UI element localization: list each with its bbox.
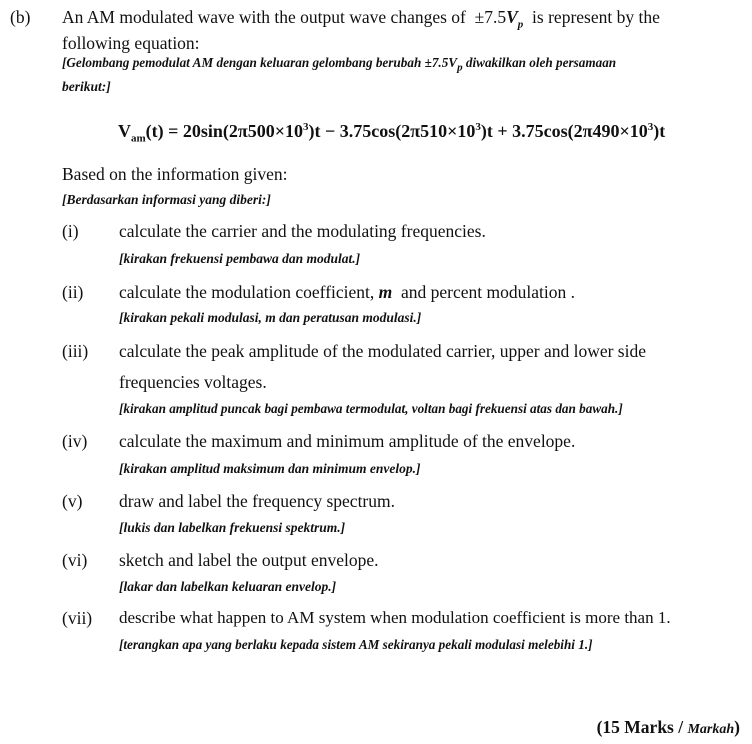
intro-pm-value: ±7.5 (474, 7, 507, 27)
based-on-translation: [Berdasarkan informasi yang diberi:] (62, 192, 271, 207)
intro-translation-line-1 (62, 54, 616, 77)
eq-subscript: am (131, 132, 146, 145)
question-translation-v: [lukis dan labelkan frekuensi spektrum.] (119, 520, 346, 535)
m-symbol: m (378, 282, 393, 302)
intro-line-1-post: is represent by the (532, 7, 660, 27)
question-translation-vii: [terangkan apa yang berlaku kepada sistem AM sekiranya pekali modulasi melebihi 1.] (119, 637, 593, 652)
question-translation-iii: [kirakan amplitud puncak bagi pembawa termodulat, voltan bagi frekuensi atas dan bawah.] (119, 401, 623, 416)
question-text-iii: calculate the peak amplitude of the modulated carrier, upper and lower side (119, 341, 646, 361)
question-text-ii-post: and percent modulation . (401, 282, 575, 302)
intro-v-subscript: p (517, 18, 524, 31)
question-translation-i: [kirakan frekuensi pembawa dan modulat.] (119, 251, 361, 266)
question-text-i: calculate the carrier and the modulating frequencies. (119, 221, 486, 241)
eq-exp-2: 3 (475, 121, 481, 133)
question-translation-vi: [lakar dan labelkan keluaran envelop.] (119, 579, 337, 594)
intro-trans-post: diwakilkan oleh persamaan (465, 55, 617, 70)
question-text-ii-pre: calculate the modulation coefficient, (119, 282, 375, 302)
intro-v-symbol: V (506, 7, 518, 27)
intro-trans-pre: [Gelombang pemodulat AM dengan keluaran gelombang berubah (62, 55, 422, 70)
based-on-text: Based on the information given: (62, 164, 288, 184)
part-label: (b) (10, 7, 31, 27)
marks-label (597, 716, 740, 741)
intro-line-1-pre: An AM modulated wave with the output wave changes of (62, 7, 466, 27)
question-text-v: draw and label the frequency spectrum. (119, 491, 395, 511)
am-equation (118, 121, 665, 145)
eq-v: V (118, 121, 131, 141)
intro-trans-sub: p (457, 61, 463, 74)
question-translation-ii: [kirakan pekali modulasi, m dan peratusan modulasi.] (119, 310, 422, 325)
intro-trans-pm: ±7.5V (424, 55, 458, 70)
question-text-ii (119, 281, 575, 303)
marks-open: (15 Marks / (596, 717, 684, 737)
question-number-vi: (vi) (62, 550, 88, 570)
eq-exp-3: 3 (647, 121, 654, 133)
eq-exp-1: 3 (303, 121, 309, 133)
eq-part-3: )t + 3.75cos(2π490×10 (480, 121, 648, 141)
question-number-v: (v) (62, 491, 83, 511)
question-text-iv: calculate the maximum and minimum amplitude of the envelope. (119, 431, 576, 451)
question-text-vi: sketch and label the output envelope. (119, 550, 379, 570)
eq-part-1: (t) = 20sin(2π500×10 (145, 121, 304, 141)
question-text-iii-line-2: frequencies voltages. (119, 372, 267, 392)
question-number-i: (i) (62, 221, 79, 241)
intro-translation-line-2: berikut:] (62, 79, 111, 94)
question-number-iii: (iii) (62, 341, 89, 361)
intro-line-2: following equation: (62, 33, 200, 53)
question-translation-iv: [kirakan amplitud maksimum dan minimum envelop.] (119, 461, 421, 476)
question-number-vii: (vii) (62, 608, 93, 628)
question-text-vii: describe what happen to AM system when modulation coefficient is more than 1. (119, 608, 671, 627)
marks-italic: Markah (687, 722, 735, 737)
eq-part-2: )t − 3.75cos(2π510×10 (308, 121, 476, 141)
question-number-iv: (iv) (62, 431, 88, 451)
marks-close: ) (734, 717, 740, 737)
question-number-ii: (ii) (62, 282, 84, 302)
eq-part-4: )t (653, 121, 666, 141)
